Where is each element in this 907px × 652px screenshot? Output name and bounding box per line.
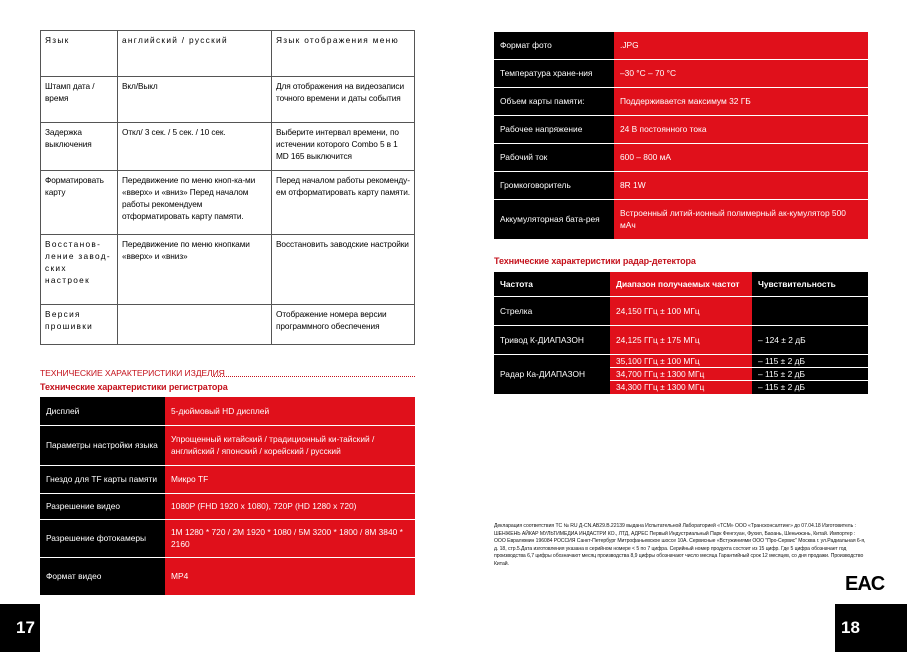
spec-key: Температура хране-ния — [494, 59, 614, 87]
radar-sensitivity: – 115 ± 2 дБ — [752, 355, 868, 368]
radar-name: Стрелка — [494, 297, 610, 326]
settings-table — [40, 30, 415, 345]
radar-range: 34,300 ГГц ± 1300 МГц — [610, 381, 752, 394]
radar-range: 24,150 ГГц ± 100 МГц — [610, 297, 752, 326]
spec-value: Микро TF — [165, 465, 415, 493]
recorder-spec-table — [40, 397, 415, 595]
setting-name: Штамп дата / время — [41, 77, 118, 123]
setting-name: Задержка выключения — [41, 123, 118, 171]
page-number-left: 17 — [0, 604, 40, 652]
spec-value: 600 – 800 мА — [614, 143, 868, 171]
table-row — [40, 519, 415, 557]
spec-key: Разрешение видео — [40, 493, 165, 519]
setting-name: Восстанов-ление завод-ских настроек — [41, 235, 118, 305]
table-row — [41, 77, 415, 123]
setting-value: английский / русский — [118, 31, 272, 77]
setting-name: Язык — [41, 31, 118, 77]
table-row — [494, 355, 868, 368]
spec-value: –30 °C – 70 °C — [614, 59, 868, 87]
radar-spec-table — [494, 272, 868, 394]
setting-value: Откл/ 3 сек. / 5 сек. / 10 сек. — [118, 123, 272, 171]
spec-key: Гнездо для TF карты памяти — [40, 465, 165, 493]
table-row — [41, 171, 415, 235]
setting-name: Форматировать карту — [41, 171, 118, 235]
table-row — [494, 143, 868, 171]
setting-value — [118, 305, 272, 345]
recorder-spec-table-continued — [494, 32, 868, 239]
setting-value: Передвижение по меню кноп-ка-ми «вверх» и «вниз» Перед началом работы рекомендуем отформатировать карту памяти. — [118, 171, 272, 235]
spec-value: Встроенный литий-ионный полимерный ак-кумулятор 500 мАч — [614, 199, 868, 239]
spec-value: MP4 — [165, 557, 415, 595]
radar-sensitivity: – 115 ± 2 дБ — [752, 381, 868, 394]
table-row — [494, 199, 868, 239]
table-row — [494, 87, 868, 115]
spec-value: Упрощенный китайский / традиционный ки-тайский / английский / японский / корейский / русский — [165, 425, 415, 465]
table-row — [40, 493, 415, 519]
spec-key: Рабочее напряжение — [494, 115, 614, 143]
spec-key: Рабочий ток — [494, 143, 614, 171]
radar-range: 35,100 ГГц ± 100 МГц — [610, 355, 752, 368]
spec-key: Параметры настройки языка — [40, 425, 165, 465]
radar-title: Технические характеристики радар-детектора — [494, 256, 696, 266]
table-row — [40, 465, 415, 493]
header-frequency: Частота — [494, 272, 610, 297]
setting-value: Передвижение по меню кнопками «вверх» и «вниз» — [118, 235, 272, 305]
table-row — [494, 59, 868, 87]
table-row — [41, 31, 415, 77]
radar-sensitivity: – 115 ± 2 дБ — [752, 368, 868, 381]
table-row — [41, 235, 415, 305]
dotted-divider — [212, 376, 415, 377]
spec-key: Объем карты памяти: — [494, 87, 614, 115]
radar-range: 34,700 ГГц ± 1300 МГц — [610, 368, 752, 381]
page-left — [0, 0, 453, 652]
table-row — [41, 305, 415, 345]
header-sensitivity: Чувствительность — [752, 272, 868, 297]
table-row — [494, 297, 868, 326]
spec-value: Поддерживается максимум 32 ГБ — [614, 87, 868, 115]
spec-key: Дисплей — [40, 397, 165, 425]
spec-key: Формат видео — [40, 557, 165, 595]
radar-sensitivity: – 124 ± 2 дБ — [752, 326, 868, 355]
setting-value: Вкл/Выкл — [118, 77, 272, 123]
table-row — [40, 425, 415, 465]
setting-description: Выберите интервал времени, по истечении которого Combo 5 в 1 MD 165 выключится — [272, 123, 415, 171]
radar-name: Тривод К-ДИАПАЗОН — [494, 326, 610, 355]
setting-description: Отображение номера версии программного обеспечения — [272, 305, 415, 345]
radar-sensitivity — [752, 297, 868, 326]
table-row — [494, 32, 868, 59]
eac-mark: EAC — [845, 573, 885, 595]
spec-value: 5-дюймовый HD дисплей — [165, 397, 415, 425]
radar-header-row — [494, 272, 868, 297]
spec-key: Громкоговоритель — [494, 171, 614, 199]
spec-key: Разрешение фотокамеры — [40, 519, 165, 557]
declaration-text: Декларация соответствия ТС № RU Д-CN.АВ29.В.22139 выдана Испытательной Лабораторией «ТСМ» ООО «Трансконсалтинг» до 07.04.18 Изготовитель : ШЕНЖЕНЬ АЙКАР МУЛЬТИМЕДИА ИНДАСТРИ КО., ЛТД, АДРЕС Первый Индустриальный Парк Фенгхуан, Фухил, Баоань, Шеньчжэнь, Китай. Импортер : ООО Евралюмин 196084 РОССИЯ Санкт-Петербург Митрофаньевское шоссе 10А. Сервисные «Встужиниями ООО "Про-Сервис" Москва г. ул.Радиальная 6-я, д. 18, стр.5.Дата изготовления указана в серийном номере < 5 по 7 цифра. Серийный номер продукта состоит из 15 цифр. Где 5 цифра обозначает год производства 6,7 цифры обозначают месяц производства 8,9 цифры обозначают число месяца Гарантийный срок 12 месяцев, со дня продажи. Производство Китай. — [494, 523, 866, 567]
section-title: ТЕХНИЧЕСКИЕ ХАРАКТЕРИСТИКИ ИЗДЕЛИЯ — [40, 368, 225, 378]
table-row — [494, 171, 868, 199]
table-row — [494, 115, 868, 143]
spec-value: 1M 1280 * 720 / 2M 1920 * 1080 / 5M 3200 * 1800 / 8M 3840 * 2160 — [165, 519, 415, 557]
spec-value: 24 В постоянного тока — [614, 115, 868, 143]
setting-description: Язык отображения меню — [272, 31, 415, 77]
header-range: Диапазон получаемых частот — [610, 272, 752, 297]
table-row — [40, 397, 415, 425]
recorder-title: Технические характеристики регистратора — [40, 382, 228, 392]
spec-value: 1080P (FHD 1920 x 1080), 720P (HD 1280 x 720) — [165, 493, 415, 519]
setting-description: Перед началом работы рекоменду-ем отформатировать карту памяти. — [272, 171, 415, 235]
radar-range: 24,125 ГГц ± 175 МГц — [610, 326, 752, 355]
radar-name: Радар Ка-ДИАПАЗОН — [494, 355, 610, 394]
table-row — [40, 557, 415, 595]
setting-description: Восстановить заводские настройки — [272, 235, 415, 305]
table-row — [494, 326, 868, 355]
page-number-right: 18 — [835, 604, 907, 652]
setting-description: Для отображения на видеозаписи точного времени и даты события — [272, 77, 415, 123]
spec-value: 8R 1W — [614, 171, 868, 199]
spec-value: .JPG — [614, 32, 868, 59]
spec-key: Формат фото — [494, 32, 614, 59]
table-row — [41, 123, 415, 171]
setting-name: Версия прошивки — [41, 305, 118, 345]
spec-key: Аккумуляторная бата-рея — [494, 199, 614, 239]
